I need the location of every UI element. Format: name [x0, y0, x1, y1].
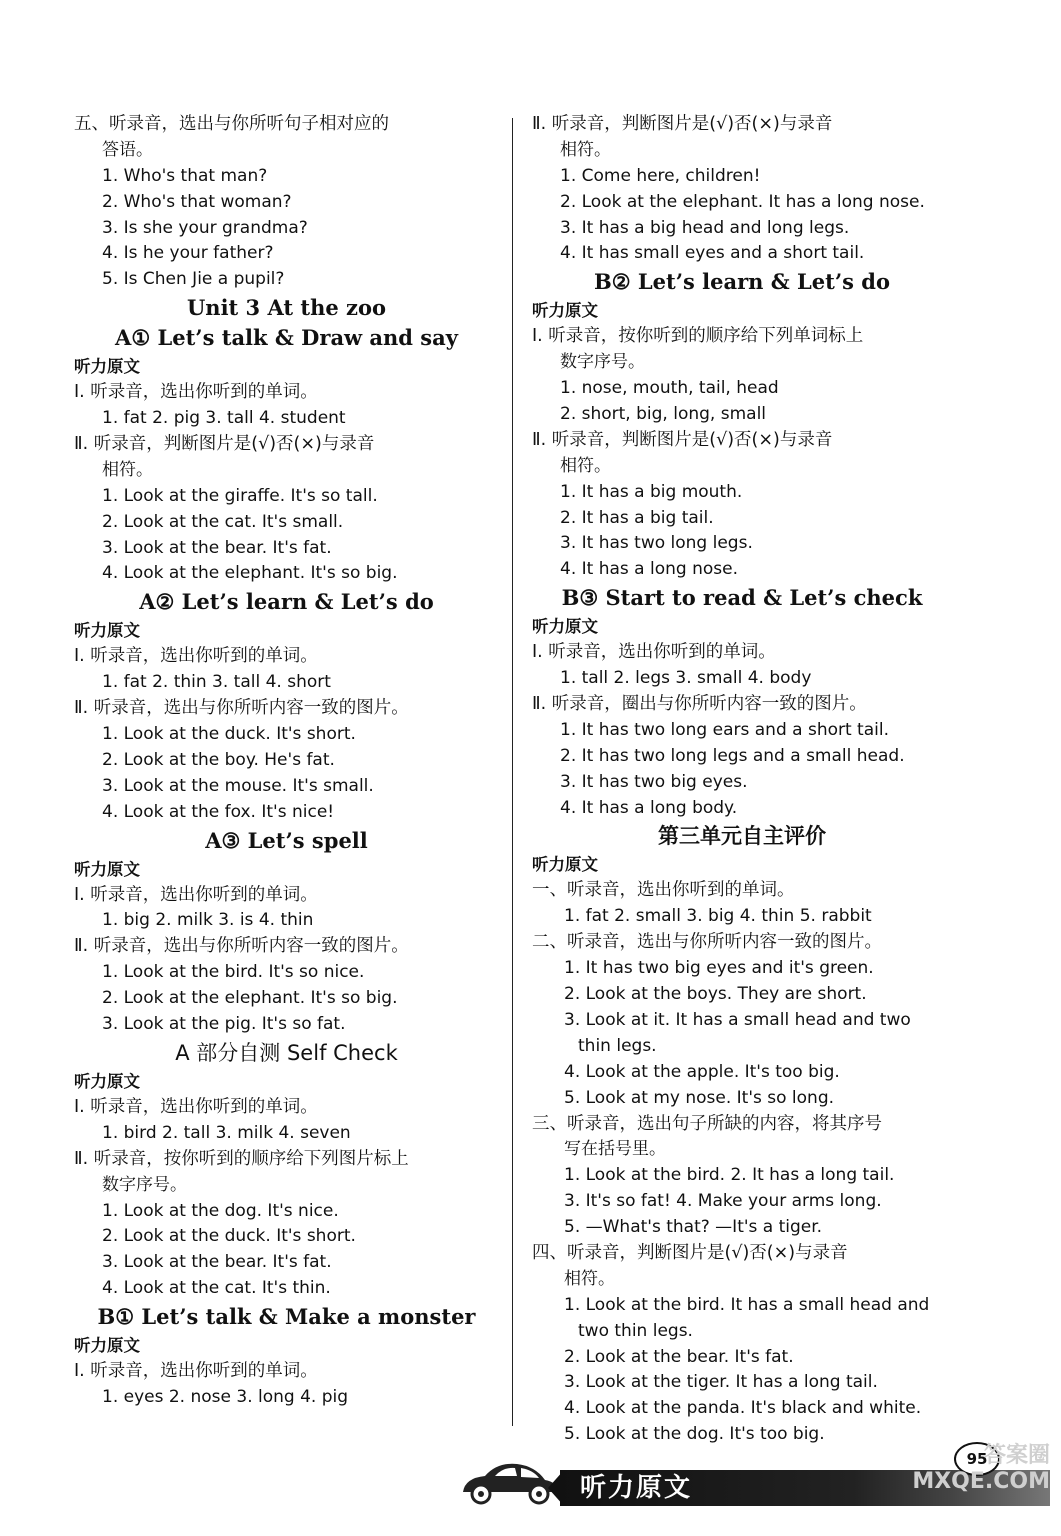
transcript-line: 4. Look at the cat. It's thin.: [102, 1278, 331, 1299]
transcript-line: 3. It's so fat! 4. Make your arms long.: [564, 1191, 882, 1212]
transcript-line: 1. fat 2. thin 3. tall 4. short: [102, 672, 331, 693]
transcript-line: 相符。: [560, 139, 611, 160]
transcript-line: 3. Look at the bear. It's fat.: [102, 537, 332, 558]
transcript-line: 1. tall 2. legs 3. small 4. body: [560, 668, 812, 689]
transcript-line: 3. Look at the bear. It's fat.: [102, 1252, 332, 1273]
transcript-line: 答语。: [102, 139, 153, 160]
transcript-line: 数字序号。: [560, 352, 645, 373]
section-heading: A① Let’s talk & Draw and say: [115, 325, 458, 351]
transcript-line: 1. Come here, children!: [560, 165, 761, 186]
transcript-line: 1. fat 2. small 3. big 4. thin 5. rabbit: [564, 906, 872, 927]
transcript-line: 2. short, big, long, small: [560, 404, 767, 425]
transcript-line: 3. Look at the mouse. It's small.: [102, 775, 374, 796]
question-title: Ⅱ. 听录音，判断图片是(√)否(×)与录音: [532, 429, 833, 450]
question-title: Ⅱ. 听录音，按你听到的顺序给下列图片标上: [74, 1148, 409, 1169]
question-title: Ⅰ. 听录音，选出你听到的单词。: [74, 646, 318, 667]
section-heading: A③ Let’s spell: [205, 827, 368, 853]
question-title: 四、听录音，判断图片是(√)否(×)与录音: [532, 1242, 848, 1263]
question-title: Ⅰ. 听录音，选出你听到的单词。: [532, 642, 776, 663]
question-title: 五、听录音，选出与你所听句子相对应的: [74, 114, 389, 134]
transcript-line: 1. nose, mouth, tail, head: [560, 378, 779, 399]
transcript-line: 3. Look at the tiger. It has a long tail.: [564, 1372, 878, 1393]
question-title: Ⅰ. 听录音，选出你听到的单词。: [74, 884, 318, 905]
transcript-line: 1. It has two big eyes and it's green.: [564, 958, 874, 979]
transcript-line: 4. It has small eyes and a short tail.: [560, 243, 865, 264]
footer-title: 听力原文: [580, 1473, 693, 1503]
transcript-line: 1. It has a big mouth.: [560, 481, 743, 502]
transcript-line: 1. Look at the giraffe. It's so tall.: [102, 485, 378, 506]
transcript-line: 3. It has a big head and long legs.: [560, 217, 850, 238]
question-title: Ⅰ. 听录音，选出你听到的单词。: [74, 1361, 318, 1382]
question-title: 三、听录音，选出句子所缺的内容，将其序号: [532, 1113, 882, 1134]
transcript-line: 1. bird 2. tall 3. milk 4. seven: [102, 1122, 351, 1143]
transcript-line: 4. Look at the elephant. It's so big.: [102, 563, 398, 584]
arrow-left-icon: [548, 1470, 564, 1506]
question-title: Ⅱ. 听录音，判断图片是(√)否(×)与录音: [74, 434, 375, 455]
question-title: 一、听录音，选出你听到的单词。: [532, 880, 795, 901]
transcript-line: 2. Look at the cat. It's small.: [102, 511, 344, 532]
page-number: 95: [954, 1442, 1000, 1476]
right-column: [532, 112, 952, 1448]
question-title: Ⅰ. 听录音，选出你听到的单词。: [74, 382, 318, 403]
transcript-line: 1. Who's that man?: [102, 165, 268, 186]
transcript-line: thin legs.: [578, 1035, 657, 1056]
section-heading: B② Let’s learn & Let’s do: [594, 269, 890, 295]
question-title: 二、听录音，选出与你所听内容一致的图片。: [532, 932, 882, 953]
subsection-label: 听力原文: [74, 1336, 140, 1356]
transcript-line: 3. Look at the pig. It's so fat.: [102, 1014, 346, 1035]
transcript-line: 2. Look at the boys. They are short.: [564, 984, 867, 1005]
subsection-label: 听力原文: [74, 357, 140, 377]
transcript-line: 数字序号。: [102, 1174, 187, 1195]
transcript-line: 1. It has two long ears and a short tail.: [560, 719, 889, 740]
transcript-line: 2. It has two long legs and a small head.: [560, 745, 905, 766]
transcript-line: 2. Look at the boy. He's fat.: [102, 749, 335, 770]
transcript-line: 2. Look at the elephant. It's so big.: [102, 988, 398, 1009]
transcript-line: 2. Look at the elephant. It has a long nose.: [560, 191, 925, 212]
subsection-label: 听力原文: [74, 1071, 140, 1091]
transcript-line: 5. Look at the dog. It's too big.: [564, 1424, 825, 1445]
transcript-line: 1. Look at the bird. It has a small head and: [564, 1294, 930, 1315]
subsection-label: 听力原文: [74, 621, 140, 641]
column-divider: [512, 118, 513, 1426]
subsection-label: 听力原文: [532, 855, 598, 875]
transcript-line: 4. Look at the panda. It's black and white.: [564, 1398, 922, 1419]
transcript-line: 相符。: [564, 1268, 615, 1289]
question-title: Ⅱ. 听录音，选出与你所听内容一致的图片。: [74, 936, 409, 957]
transcript-line: 3. Is she your grandma?: [102, 217, 308, 238]
transcript-line: 5. —What's that? —It's a tiger.: [564, 1217, 823, 1238]
section-heading: B③ Start to read & Let’s check: [561, 585, 923, 611]
transcript-line: 1. Look at the bird. It's so nice.: [102, 962, 365, 983]
transcript-line: 1. Look at the dog. It's nice.: [102, 1200, 339, 1221]
transcript-line: 4. It has a long nose.: [560, 559, 738, 580]
transcript-line: 1. Look at the bird. 2. It has a long tail.: [564, 1165, 895, 1186]
left-column: [74, 112, 499, 1411]
subsection-label: 听力原文: [532, 301, 598, 321]
question-title: Ⅰ. 听录音，按你听到的顺序给下列单词标上: [532, 326, 864, 347]
question-title: Ⅰ. 听录音，选出你听到的单词。: [74, 1096, 318, 1117]
transcript-line: 4. Look at the apple. It's too big.: [564, 1061, 840, 1082]
transcript-line: two thin legs.: [578, 1320, 693, 1341]
question-title: Ⅱ. 听录音，圈出与你所听内容一致的图片。: [532, 694, 867, 715]
transcript-line: 2. Look at the duck. It's short.: [102, 1226, 356, 1247]
watermark: 答案圈 MXQE.COM: [912, 1443, 1050, 1494]
transcript-line: 5. Look at my nose. It's so long.: [564, 1087, 835, 1108]
section-heading: B① Let’s talk & Make a monster: [97, 1304, 476, 1330]
section-heading: A 部分自测 Self Check: [175, 1040, 398, 1065]
section-heading: 第三单元自主评价: [658, 823, 826, 849]
transcript-line: 2. Who's that woman?: [102, 191, 292, 212]
subsection-label: 听力原文: [532, 617, 598, 637]
transcript-line: 1. Look at the duck. It's short.: [102, 724, 356, 745]
subsection-label: 听力原文: [74, 859, 140, 879]
section-heading: A② Let’s learn & Let’s do: [139, 589, 434, 615]
transcript-line: 4. Is he your father?: [102, 243, 274, 264]
transcript-line: 5. Is Chen Jie a pupil?: [102, 269, 285, 290]
transcript-line: 2. Look at the bear. It's fat.: [564, 1346, 794, 1367]
transcript-line: 写在括号里。: [564, 1139, 666, 1160]
transcript-line: 2. It has a big tail.: [560, 507, 714, 528]
transcript-line: 3. It has two big eyes.: [560, 771, 748, 792]
transcript-line: 相符。: [102, 459, 153, 480]
transcript-line: 1. fat 2. pig 3. tall 4. student: [102, 408, 346, 429]
question-title: Ⅱ. 听录音，判断图片是(√)否(×)与录音: [532, 114, 833, 134]
transcript-line: 4. Look at the fox. It's nice!: [102, 801, 335, 822]
transcript-line: 1. eyes 2. nose 3. long 4. pig: [102, 1386, 349, 1407]
section-heading: Unit 3 At the zoo: [186, 295, 386, 321]
transcript-line: 1. big 2. milk 3. is 4. thin: [102, 910, 314, 931]
transcript-line: 相符。: [560, 455, 611, 476]
transcript-line: 3. It has two long legs.: [560, 533, 753, 554]
transcript-line: 4. It has a long body.: [560, 797, 738, 818]
transcript-line: 3. Look at it. It has a small head and two: [564, 1009, 911, 1030]
question-title: Ⅱ. 听录音，选出与你所听内容一致的图片。: [74, 698, 409, 719]
